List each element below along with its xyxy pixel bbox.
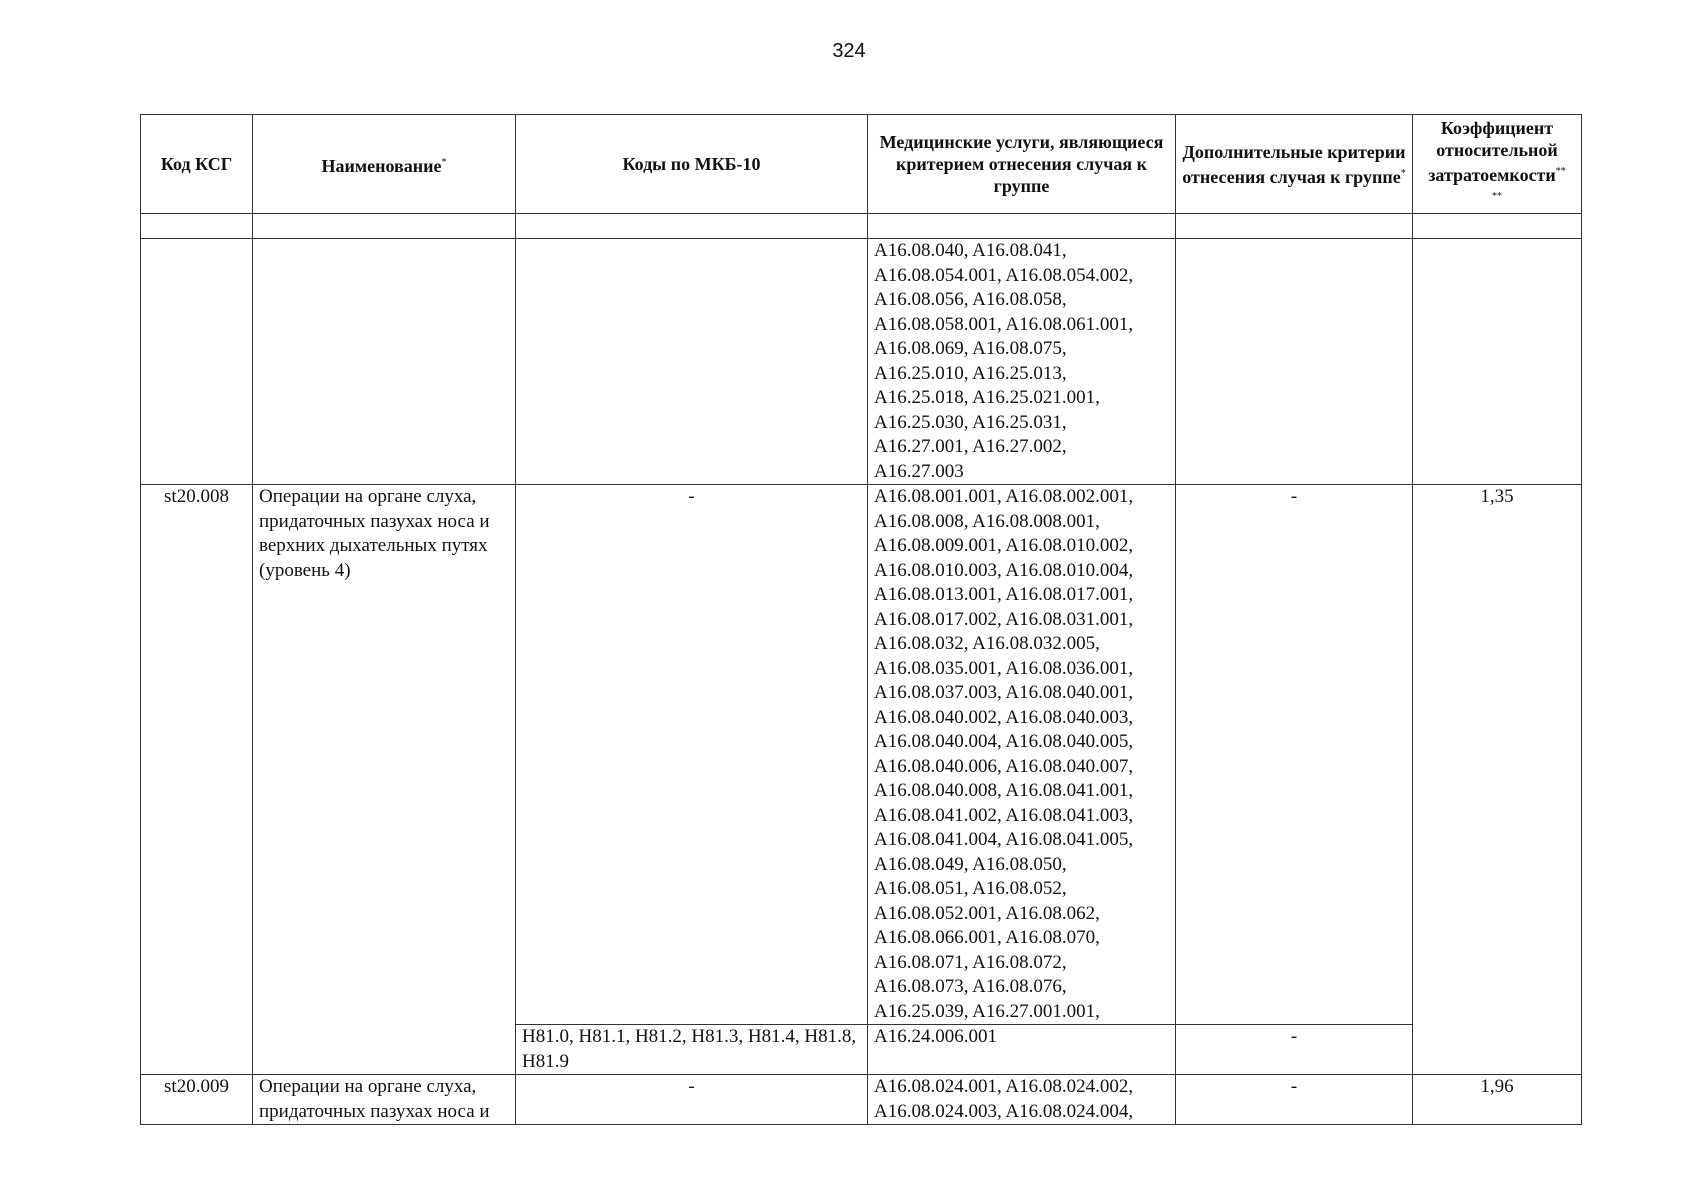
services-cell: A16.08.024.001, A16.08.024.002, A16.08.024.003, A16.08.024.004, [868, 1075, 1176, 1125]
services-cell: A16.08.040, A16.08.041, A16.08.054.001, A16.08.054.002, A16.08.056, A16.08.058, A16.08.058.001, A16.08.061.001, A16.08.069, A16.08.075, A16.25.010, A16.25.013, A16.25.018, A16.25.021.001, A16.25.030, A16.25.031, A16.27.001, A16.27.002, A16.27.003 [868, 239, 1176, 485]
spacer-row [141, 214, 1582, 239]
coefficient: 1,35 [1413, 485, 1582, 1075]
header-coefficient: Коэффициент относительной затратоемкости** ** [1413, 115, 1582, 214]
extra-criteria: - [1176, 1075, 1413, 1125]
mkb-codes: - [516, 1075, 868, 1125]
header-name: Наименование* [253, 115, 516, 214]
ksg-code: st20.008 [141, 485, 253, 1075]
extra-criteria: - [1176, 1025, 1413, 1075]
table-row [141, 1075, 1582, 1125]
header-code: Код КСГ [141, 115, 253, 214]
header-mkb: Коды по МКБ-10 [516, 115, 868, 214]
extra-criteria: - [1176, 485, 1413, 1025]
ksg-name: Операции на органе слуха, придаточных пазухах носа и верхних дыхательных путях (уровень 4) [253, 485, 516, 1075]
table-row [141, 485, 1582, 1025]
header-row [141, 115, 1582, 214]
mkb-codes: H81.0, H81.1, H81.2, H81.3, H81.4, H81.8, H81.9 [516, 1025, 868, 1075]
page-number: 324 [832, 40, 866, 62]
mkb-codes: - [516, 485, 868, 1025]
header-extra-criteria: Дополнительные критерии отнесения случая к группе* [1176, 115, 1413, 214]
ksg-name: Операции на органе слуха, придаточных пазухах носа и [253, 1075, 516, 1125]
services-cell: A16.08.001.001, A16.08.002.001, A16.08.008, A16.08.008.001, A16.08.009.001, A16.08.010.002, A16.08.010.003, A16.08.010.004, A16.08.013.001, A16.08.017.001, A16.08.017.002, A16.08.031.001, A16.08.032, A16.08.032.005, A16.08.035.001, A16.08.036.001, A16.08.037.003, A16.08.040.001, A16.08.040.002, A16.08.040.003, A16.08.040.004, A16.08.040.005, A16.08.040.006, A16.08.040.007, A16.08.040.008, A16.08.041.001, A16.08.041.002, A16.08.041.003, A16.08.041.004, A16.08.041.005, A16.08.049, A16.08.050, A16.08.051, A16.08.052, A16.08.052.001, A16.08.062, A16.08.066.001, A16.08.070, A16.08.071, A16.08.072, A16.08.073, A16.08.076, A16.25.039, A16.27.001.001, [868, 485, 1176, 1025]
ksg-table [140, 114, 1582, 1125]
coefficient: 1,96 [1413, 1075, 1582, 1125]
services-cell: A16.24.006.001 [868, 1025, 1176, 1075]
header-services: Медицинские услуги, являющиеся критерием отнесения случая к группе [868, 115, 1176, 214]
table-row [141, 239, 1582, 485]
ksg-code: st20.009 [141, 1075, 253, 1125]
